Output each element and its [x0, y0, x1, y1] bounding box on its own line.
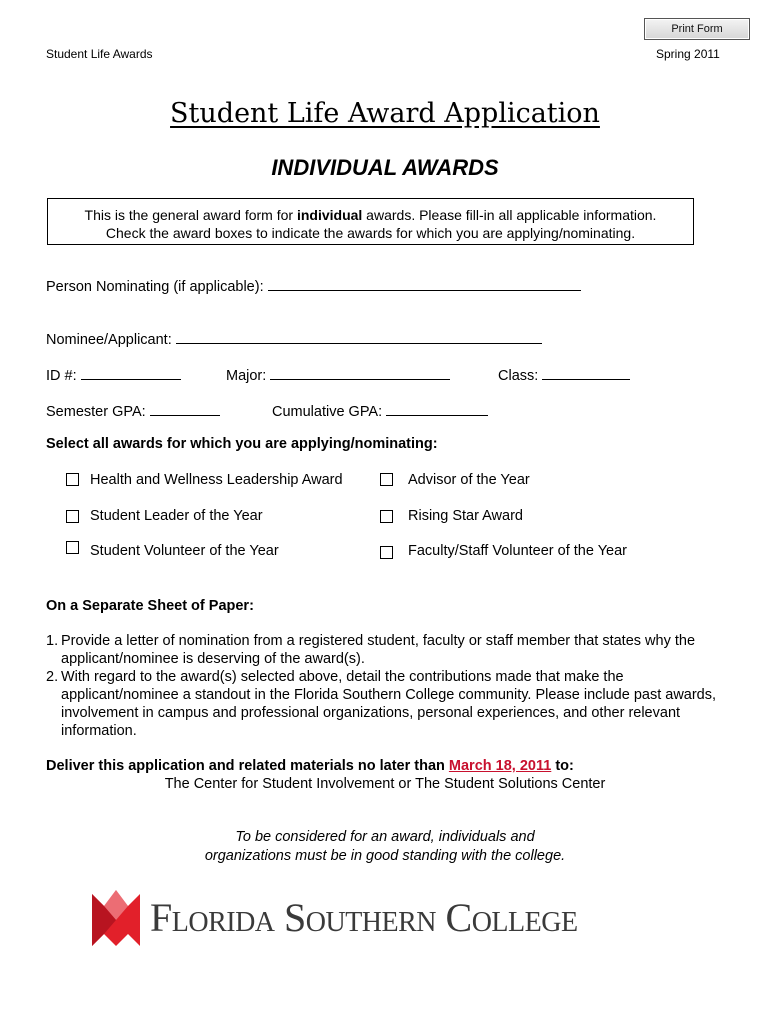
award-checkbox-advisor[interactable] — [380, 473, 393, 486]
instruction-text: Provide a letter of nomination from a registered student, faculty or staff member that states why the applicant/nominee is deserving of the award(s). — [61, 633, 696, 667]
id-label: ID #: — [46, 368, 77, 384]
major-label: Major: — [226, 368, 267, 384]
semester-gpa-field[interactable] — [150, 401, 220, 416]
deliver-suffix: to: — [551, 758, 574, 774]
person-nominating-row — [46, 276, 581, 295]
instruction-item — [46, 632, 730, 668]
id-field[interactable] — [81, 365, 181, 380]
header-left-label: Student Life Awards — [46, 47, 153, 61]
award-checkbox-rising-star[interactable] — [380, 510, 393, 523]
award-checkbox-student-volunteer[interactable] — [66, 541, 79, 554]
semester-gpa-label: Semester GPA: — [46, 404, 146, 420]
award-label-faculty-staff-volunteer: Faculty/Staff Volunteer of the Year — [408, 543, 627, 559]
good-standing-note — [0, 828, 770, 866]
id-row — [46, 365, 181, 384]
award-label-advisor: Advisor of the Year — [408, 472, 530, 488]
instruction-number: 2. — [46, 669, 59, 685]
semester-gpa-row — [46, 401, 220, 420]
class-row — [498, 365, 630, 384]
instructions-list — [46, 632, 730, 740]
intro-suffix: awards. Please fill-in all applicable information. — [362, 207, 657, 223]
deliver-line — [46, 758, 574, 774]
page-subtitle: INDIVIDUAL AWARDS — [271, 155, 499, 180]
note-line-1: To be considered for an award, individuals and — [235, 829, 535, 845]
award-label-rising-star: Rising Star Award — [408, 508, 523, 524]
award-checkbox-student-leader[interactable] — [66, 510, 79, 523]
cumulative-gpa-field[interactable] — [386, 401, 488, 416]
college-name: Florida Southern College — [150, 895, 578, 940]
award-label-health-wellness: Health and Wellness Leadership Award — [90, 472, 343, 488]
class-label: Class: — [498, 368, 539, 384]
college-logo — [90, 888, 700, 950]
deliver-prefix: Deliver this application and related materials no later than — [46, 758, 449, 774]
note-line-2: organizations must be in good standing with the college. — [204, 848, 566, 864]
class-field[interactable] — [542, 365, 630, 380]
page-title: Student Life Award Application — [170, 98, 600, 129]
awards-heading: Select all awards for which you are applying/nominating: — [46, 436, 438, 452]
person-nominating-label: Person Nominating (if applicable): — [46, 279, 264, 295]
intro-line-1 — [48, 206, 693, 224]
instruction-number: 1. — [46, 633, 59, 649]
nominee-row — [46, 329, 542, 348]
award-label-student-volunteer: Student Volunteer of the Year — [90, 543, 279, 559]
cumulative-gpa-label: Cumulative GPA: — [272, 404, 383, 420]
major-row — [226, 365, 450, 384]
print-form-button[interactable]: Print Form — [644, 18, 750, 40]
deliver-location: The Center for Student Involvement or The Student Solutions Center — [164, 776, 606, 792]
nominee-field[interactable] — [176, 329, 542, 344]
award-label-student-leader: Student Leader of the Year — [90, 508, 263, 524]
award-checkbox-health-wellness[interactable] — [66, 473, 79, 486]
separate-sheet-heading: On a Separate Sheet of Paper: — [46, 598, 254, 614]
deadline-date-link[interactable]: March 18, 2011 — [448, 758, 552, 774]
intro-bold-word: individual — [296, 207, 363, 223]
cumulative-gpa-row — [272, 401, 488, 420]
nominee-label: Nominee/Applicant: — [46, 332, 172, 348]
person-nominating-field[interactable] — [268, 276, 581, 291]
instruction-text: With regard to the award(s) selected above, detail the contributions made that make the applicant/nominee a standout in the Florida Southern College community. Please include past awards, involvement in campus and professional organizations, personal experiences, and other relevant information. — [61, 669, 717, 739]
header-right-label: Spring 2011 — [656, 47, 720, 61]
intro-box — [47, 198, 694, 245]
major-field[interactable] — [270, 365, 450, 380]
intro-line-2: Check the award boxes to indicate the awards for which you are applying/nominating. — [105, 225, 636, 241]
college-crest-icon — [92, 890, 140, 946]
instruction-item — [46, 668, 730, 740]
intro-prefix: This is the general award form for — [84, 207, 297, 223]
award-checkbox-faculty-staff-volunteer[interactable] — [380, 546, 393, 559]
